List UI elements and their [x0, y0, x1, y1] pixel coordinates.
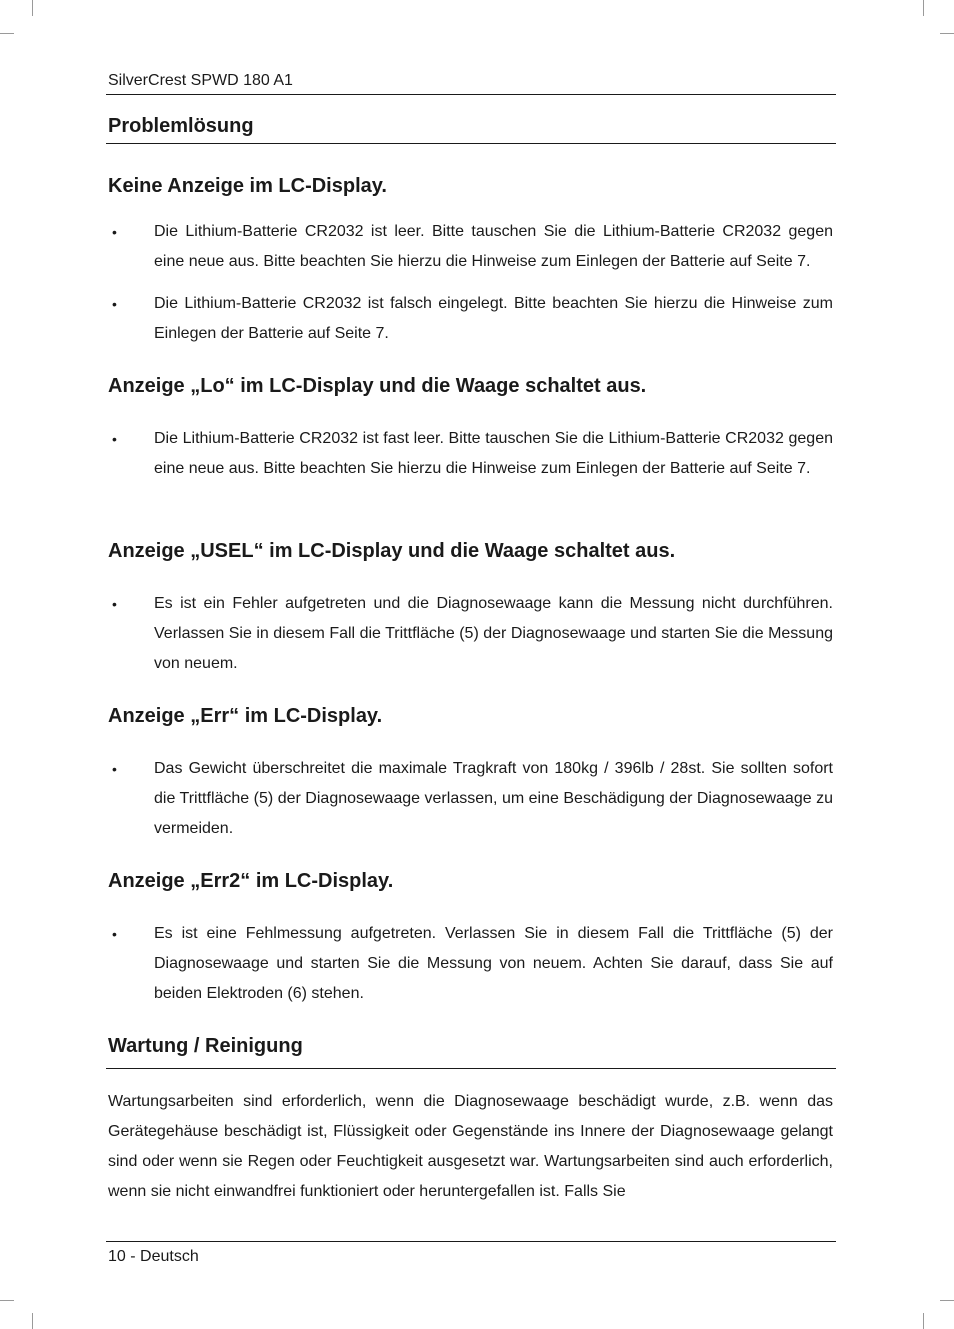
crop-mark-bottom-right-h [940, 1300, 954, 1301]
header-rule [106, 94, 836, 95]
crop-mark-bottom-left [32, 1313, 33, 1329]
footer-rule [106, 1241, 836, 1242]
bullet-icon: • [112, 761, 117, 777]
section-rule-troubleshooting [106, 143, 836, 144]
issue-title-usel: Anzeige „USEL“ im LC-Display und die Waage schaltet aus. [108, 540, 676, 562]
section-rule-maintenance [106, 1068, 836, 1069]
issue-title-no-display: Keine Anzeige im LC-Display. [108, 175, 387, 197]
list-item-text: Es ist eine Fehlmessung aufgetreten. Verlassen Sie in diesem Fall die Trittfläche (5) der Diagnosewaage und starten Sie die Messung von neuem. Achten Sie darauf, dass Sie auf beiden Elektroden (6) stehen. [154, 925, 833, 1002]
issue-title-lo: Anzeige „Lo“ im LC-Display und die Waage schaltet aus. [108, 375, 647, 397]
page-number: 10 - Deutsch [108, 1248, 199, 1265]
list-item-text: Die Lithium-Batterie CR2032 ist leer. Bitte tauschen Sie die Lithium-Batterie CR2032 gegen eine neue aus. Bitte beachten Sie hierzu die Hinweise zum Einlegen der Batterie auf Seite 7. [154, 223, 833, 270]
crop-mark-top-right [923, 0, 924, 16]
crop-mark-top-left [32, 0, 33, 16]
bullet-icon: • [112, 224, 117, 240]
bullet-icon: • [112, 431, 117, 447]
list-item-text: Das Gewicht überschreitet die maximale Tragkraft von 180kg / 396lb / 28st. Sie sollten sofort die Trittfläche (5) der Diagnosewaage verlassen, um eine Beschädigung der Diagnosewaage zu vermeiden. [154, 760, 833, 837]
section-title-maintenance: Wartung / Reinigung [108, 1035, 303, 1057]
crop-mark-bottom-right [923, 1313, 924, 1329]
crop-mark-top-right-h [940, 33, 954, 34]
issue-title-err2: Anzeige „Err2“ im LC-Display. [108, 870, 394, 892]
bullet-icon: • [112, 296, 117, 312]
crop-mark-bottom-left-h [0, 1300, 14, 1301]
running-header: SilverCrest SPWD 180 A1 [108, 72, 293, 89]
list-item-text: Die Lithium-Batterie CR2032 ist falsch eingelegt. Bitte beachten Sie hierzu die Hinweise zum Einlegen der Batterie auf Seite 7. [154, 295, 833, 342]
bullet-icon: • [112, 926, 117, 942]
crop-mark-top-left-h [0, 33, 14, 34]
issue-title-err: Anzeige „Err“ im LC-Display. [108, 705, 383, 727]
maintenance-paragraph: Wartungsarbeiten sind erforderlich, wenn die Diagnosewaage beschädigt wurde, z.B. wenn das Gerätegehäuse beschädigt ist, Flüssigkeit oder Gegenstände ins Innere der Diagnosewaage gelangt sind oder wenn sie Regen oder Feuchtigkeit ausgesetzt war. Wartungsarbeiten sind auch erforderlich, wenn sie nicht einwandfrei funktioniert oder heruntergefallen ist. Falls Sie [108, 1093, 833, 1200]
list-item-text: Es ist ein Fehler aufgetreten und die Diagnosewaage kann die Messung nicht durchführen. Verlassen Sie in diesem Fall die Trittfläche (5) der Diagnosewaage und starten Sie die Messung von neuem. [154, 595, 833, 672]
bullet-icon: • [112, 596, 117, 612]
section-title-troubleshooting: Problemlösung [108, 115, 254, 137]
list-item-text: Die Lithium-Batterie CR2032 ist fast leer. Bitte tauschen Sie die Lithium-Batterie CR2032 gegen eine neue aus. Bitte beachten Sie hierzu die Hinweise zum Einlegen der Batterie auf Seite 7. [154, 430, 833, 477]
